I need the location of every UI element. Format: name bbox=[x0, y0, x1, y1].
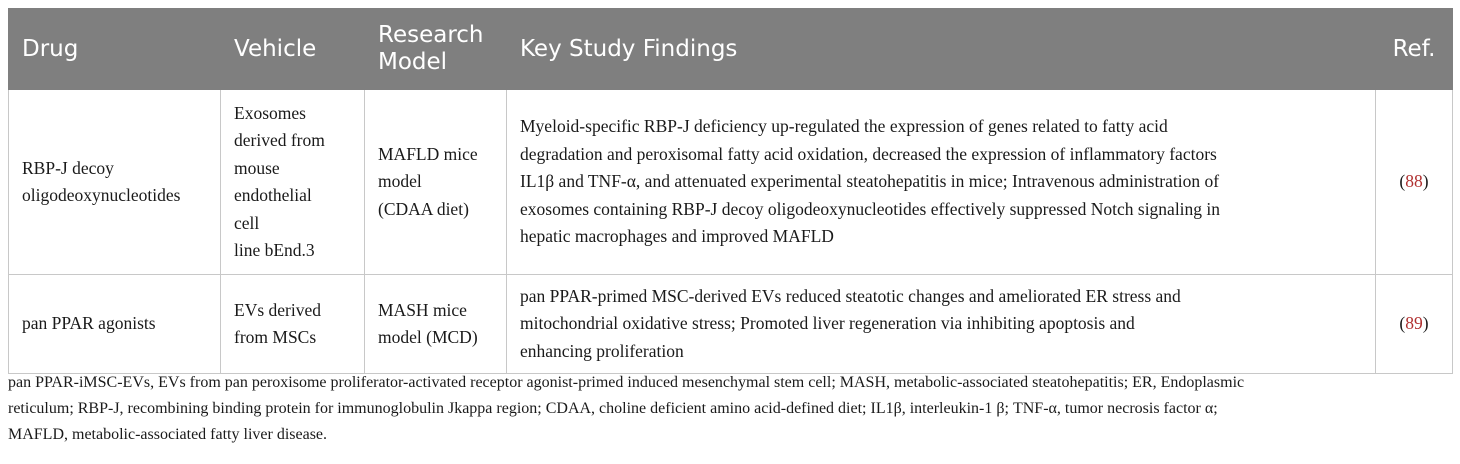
cell-research-model bbox=[365, 90, 507, 275]
ref-open-paren: ( bbox=[1399, 171, 1406, 192]
footnote-line: reticulum; RBP-J, recombining binding protein for immunoglobulin Jkappa region; CDAA, choline deficient amino acid-defined diet; IL1β, interleukin-1 β; TNF-α, tumor necrosis factor α; bbox=[8, 400, 1218, 417]
cell-ref bbox=[1376, 275, 1453, 374]
cell-text-line: EVs derived bbox=[234, 299, 321, 320]
ref-close-paren: ) bbox=[1422, 313, 1429, 334]
table-container bbox=[8, 8, 1452, 374]
cell-text-line: cell bbox=[234, 212, 260, 233]
cell-text-line: exosomes containing RBP-J decoy oligodeoxynucleotides effectively suppressed Notch signaling in bbox=[520, 198, 1221, 219]
cell-text-line: (CDAA diet) bbox=[378, 198, 469, 219]
cell-text-line: MASH mice bbox=[378, 299, 467, 320]
cell-key-findings bbox=[507, 90, 1376, 275]
header-research-model-line2: Model bbox=[378, 49, 448, 75]
cell-text-line: model (MCD) bbox=[378, 327, 478, 347]
cell-text-line: degradation and peroxisomal fatty acid oxidation, decreased the expression of inflammatory factors bbox=[520, 143, 1217, 164]
cell-drug bbox=[9, 275, 221, 374]
cell-text-line: enhancing proliferation bbox=[520, 340, 684, 361]
table-header-row bbox=[9, 9, 1453, 90]
table-row bbox=[9, 275, 1453, 374]
cell-text-line: hepatic macrophages and improved MAFLD bbox=[520, 226, 834, 247]
header-key-findings: Key Study Findings bbox=[507, 9, 1376, 90]
reference-link-88[interactable]: 88 bbox=[1405, 171, 1423, 192]
cell-text-line: pan PPAR-primed MSC-derived EVs reduced steatotic changes and ameliorated ER stress and bbox=[520, 285, 1181, 306]
cell-text-line: MAFLD mice bbox=[378, 143, 478, 164]
cell-text-line: from MSCs bbox=[234, 327, 317, 347]
cell-text-line: derived from bbox=[234, 130, 325, 150]
footnote-line: pan PPAR-iMSC-EVs, EVs from pan peroxisome proliferator-activated receptor agonist-primed induced mesenchymal stem cell; MASH, metabolic-associated steatohepatitis; ER, Endoplasmic bbox=[8, 374, 1245, 391]
reference-link-89[interactable]: 89 bbox=[1405, 313, 1423, 334]
cell-text-line: oligodeoxynucleotides bbox=[22, 185, 181, 205]
header-drug: Drug bbox=[9, 9, 221, 90]
cell-research-model bbox=[365, 275, 507, 374]
cell-text-line: endothelial bbox=[234, 185, 312, 205]
header-research-model bbox=[365, 9, 507, 90]
cell-vehicle bbox=[221, 275, 365, 374]
table-row bbox=[9, 90, 1453, 275]
footnote-line: MAFLD, metabolic-associated fatty liver disease. bbox=[8, 426, 328, 443]
cell-text-line: line bEnd.3 bbox=[234, 240, 315, 260]
cell-text-line: Myeloid-specific RBP-J deficiency up-regulated the expression of genes related to fatty acid bbox=[520, 116, 1168, 137]
ref-open-paren: ( bbox=[1399, 313, 1406, 334]
cell-vehicle bbox=[221, 90, 365, 275]
ref-close-paren: ) bbox=[1422, 171, 1429, 192]
cell-key-findings bbox=[507, 275, 1376, 374]
cell-ref bbox=[1376, 90, 1453, 275]
cell-text-line: IL1β and TNF-α, and attenuated experimental steatohepatitis in mice; Intravenous administration of bbox=[520, 171, 1220, 192]
cell-text-line: Exosomes bbox=[234, 102, 306, 123]
cell-text-line: mitochondrial oxidative stress; Promoted liver regeneration via inhibiting apoptosis and bbox=[520, 313, 1135, 334]
header-research-model-line1: Research bbox=[378, 22, 484, 48]
cell-text-line: RBP-J decoy bbox=[22, 157, 114, 178]
table-footnote bbox=[8, 370, 1452, 448]
drug-vehicle-table bbox=[8, 8, 1453, 374]
header-ref: Ref. bbox=[1376, 9, 1453, 90]
cell-text-line: mouse bbox=[234, 157, 280, 178]
header-vehicle: Vehicle bbox=[221, 9, 365, 90]
cell-text-line: model bbox=[378, 171, 422, 192]
cell-drug bbox=[9, 90, 221, 275]
cell-text-line: pan PPAR agonists bbox=[22, 313, 156, 334]
